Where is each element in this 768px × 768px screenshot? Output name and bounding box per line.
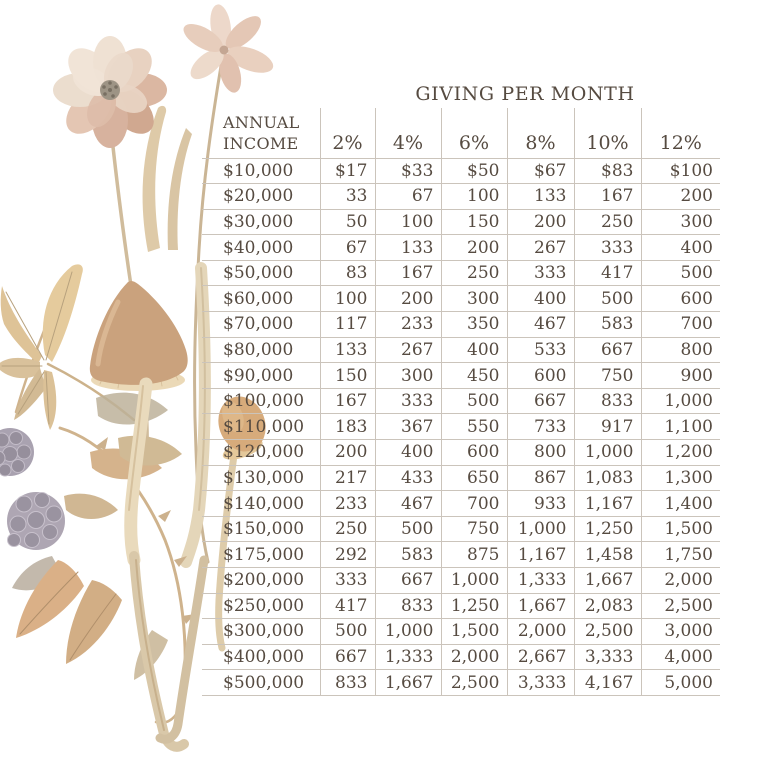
value-cell: 600 (641, 286, 720, 312)
value-cell: 150 (320, 363, 375, 389)
value-cell: 467 (375, 491, 441, 517)
value-cell: 2,667 (507, 644, 574, 670)
value-cell: 1,333 (507, 568, 574, 594)
value-cell: 5,000 (641, 670, 720, 696)
table-row (202, 235, 720, 261)
value-cell: 500 (441, 388, 507, 414)
value-cell: 750 (441, 516, 507, 542)
value-cell: 200 (507, 209, 574, 235)
value-cell: 167 (375, 260, 441, 286)
value-cell: 233 (320, 491, 375, 517)
value-cell: 583 (574, 312, 641, 338)
value-cell: 1,250 (574, 516, 641, 542)
value-cell: 2,500 (641, 593, 720, 619)
value-cell: 1,000 (375, 619, 441, 645)
table-row (202, 670, 720, 696)
table-row (202, 440, 720, 466)
value-cell: 200 (320, 440, 375, 466)
income-cell: $30,000 (202, 209, 320, 235)
value-cell: 200 (441, 235, 507, 261)
income-header-line1: ANNUAL (223, 112, 300, 132)
income-cell: $60,000 (202, 286, 320, 312)
value-cell: 933 (507, 491, 574, 517)
table-row (202, 260, 720, 286)
value-cell: 83 (320, 260, 375, 286)
income-cell: $40,000 (202, 235, 320, 261)
value-cell: 1,000 (641, 388, 720, 414)
income-cell: $10,000 (202, 158, 320, 184)
percent-header: 8% (507, 108, 574, 158)
percent-header: 6% (441, 108, 507, 158)
value-cell: 917 (574, 414, 641, 440)
income-cell: $200,000 (202, 568, 320, 594)
value-cell: 467 (507, 312, 574, 338)
value-cell: 333 (375, 388, 441, 414)
value-cell: 233 (375, 312, 441, 338)
table-row (202, 516, 720, 542)
value-cell: 350 (441, 312, 507, 338)
income-cell: $50,000 (202, 260, 320, 286)
table-row (202, 158, 720, 184)
value-cell: 133 (320, 337, 375, 363)
percent-header: 12% (641, 108, 720, 158)
value-cell: 500 (574, 286, 641, 312)
income-cell: $120,000 (202, 440, 320, 466)
value-cell: 100 (375, 209, 441, 235)
percent-header: 4% (375, 108, 441, 158)
value-cell: 1,167 (507, 542, 574, 568)
value-cell: 67 (320, 235, 375, 261)
value-cell: 500 (375, 516, 441, 542)
value-cell: 183 (320, 414, 375, 440)
value-cell: 300 (375, 363, 441, 389)
value-cell: $67 (507, 158, 574, 184)
income-cell: $400,000 (202, 644, 320, 670)
value-cell: 733 (507, 414, 574, 440)
value-cell: 400 (507, 286, 574, 312)
mid-leaves (64, 393, 182, 519)
income-cell: $500,000 (202, 670, 320, 696)
table-row (202, 644, 720, 670)
bottom-stalks (134, 556, 204, 747)
income-cell: $80,000 (202, 337, 320, 363)
value-cell: 2,500 (574, 619, 641, 645)
income-cell: $150,000 (202, 516, 320, 542)
value-cell: 3,333 (574, 644, 641, 670)
value-cell: 417 (320, 593, 375, 619)
value-cell: 1,500 (641, 516, 720, 542)
table-row (202, 414, 720, 440)
value-cell: 800 (641, 337, 720, 363)
value-cell: 800 (507, 440, 574, 466)
value-cell: 67 (375, 184, 441, 210)
value-cell: 400 (441, 337, 507, 363)
value-cell: 2,000 (441, 644, 507, 670)
table-row (202, 286, 720, 312)
value-cell: 533 (507, 337, 574, 363)
value-cell: 1,250 (441, 593, 507, 619)
value-cell: 150 (441, 209, 507, 235)
table-row (202, 619, 720, 645)
income-header (202, 108, 320, 158)
value-cell: 700 (441, 491, 507, 517)
value-cell: 292 (320, 542, 375, 568)
table-row (202, 388, 720, 414)
value-cell: 100 (320, 286, 375, 312)
value-cell: $83 (574, 158, 641, 184)
income-cell: $110,000 (202, 414, 320, 440)
income-header-line2: INCOME (223, 133, 299, 153)
value-cell: 4,000 (641, 644, 720, 670)
table-row (202, 568, 720, 594)
value-cell: 667 (574, 337, 641, 363)
value-cell: 833 (320, 670, 375, 696)
income-cell: $90,000 (202, 363, 320, 389)
value-cell: 333 (574, 235, 641, 261)
value-cell: 250 (574, 209, 641, 235)
value-cell: 833 (574, 388, 641, 414)
table-row (202, 491, 720, 517)
table-row (202, 363, 720, 389)
value-cell: 1,300 (641, 465, 720, 491)
value-cell: 433 (375, 465, 441, 491)
table-title: GIVING PER MONTH (415, 83, 635, 105)
income-cell: $140,000 (202, 491, 320, 517)
value-cell: 600 (507, 363, 574, 389)
value-cell: 267 (375, 337, 441, 363)
value-cell: 1,000 (507, 516, 574, 542)
value-cell: 33 (320, 184, 375, 210)
header-row (202, 108, 720, 158)
value-cell: 200 (641, 184, 720, 210)
value-cell: 500 (641, 260, 720, 286)
value-cell: 400 (641, 235, 720, 261)
income-cell: $130,000 (202, 465, 320, 491)
value-cell: 1,200 (641, 440, 720, 466)
value-cell: 300 (641, 209, 720, 235)
income-cell: $70,000 (202, 312, 320, 338)
value-cell: 2,000 (507, 619, 574, 645)
value-cell: 200 (375, 286, 441, 312)
value-cell: 417 (574, 260, 641, 286)
table-row (202, 542, 720, 568)
mushroom-large (90, 281, 188, 560)
table-row (202, 337, 720, 363)
value-cell: 900 (641, 363, 720, 389)
value-cell: 2,083 (574, 593, 641, 619)
value-cell: 1,083 (574, 465, 641, 491)
value-cell: 333 (320, 568, 375, 594)
value-cell: 2,500 (441, 670, 507, 696)
berry (0, 428, 34, 476)
value-cell: 1,750 (641, 542, 720, 568)
value-cell: 1,000 (441, 568, 507, 594)
value-cell: 1,000 (574, 440, 641, 466)
income-cell: $100,000 (202, 388, 320, 414)
table-row (202, 312, 720, 338)
value-cell: $33 (375, 158, 441, 184)
value-cell: 300 (441, 286, 507, 312)
value-cell: 833 (375, 593, 441, 619)
flower-small (179, 3, 276, 95)
value-cell: 1,667 (574, 568, 641, 594)
income-cell: $175,000 (202, 542, 320, 568)
value-cell: 650 (441, 465, 507, 491)
value-cell: 133 (375, 235, 441, 261)
value-cell: 1,100 (641, 414, 720, 440)
berry (7, 492, 65, 550)
value-cell: 1,400 (641, 491, 720, 517)
blackberries (0, 428, 65, 550)
value-cell: 1,500 (441, 619, 507, 645)
value-cell: 1,667 (507, 593, 574, 619)
value-cell: 117 (320, 312, 375, 338)
value-cell: 1,667 (375, 670, 441, 696)
value-cell: 600 (441, 440, 507, 466)
value-cell: 50 (320, 209, 375, 235)
table-row (202, 465, 720, 491)
value-cell: 583 (375, 542, 441, 568)
percent-header: 10% (574, 108, 641, 158)
value-cell: $17 (320, 158, 375, 184)
value-cell: 333 (507, 260, 574, 286)
value-cell: 867 (507, 465, 574, 491)
value-cell: 750 (574, 363, 641, 389)
value-cell: 1,333 (375, 644, 441, 670)
value-cell: $50 (441, 158, 507, 184)
value-cell: 550 (441, 414, 507, 440)
value-cell: 217 (320, 465, 375, 491)
value-cell: 3,000 (641, 619, 720, 645)
value-cell: 133 (507, 184, 574, 210)
table-row (202, 209, 720, 235)
value-cell: 1,458 (574, 542, 641, 568)
value-cell: 2,000 (641, 568, 720, 594)
value-cell: 250 (320, 516, 375, 542)
value-cell: 167 (574, 184, 641, 210)
percent-header: 2% (320, 108, 375, 158)
value-cell: 367 (375, 414, 441, 440)
value-cell: 4,167 (574, 670, 641, 696)
value-cell: 267 (507, 235, 574, 261)
value-cell: 400 (375, 440, 441, 466)
table-row (202, 184, 720, 210)
value-cell: 250 (441, 260, 507, 286)
income-cell: $20,000 (202, 184, 320, 210)
value-cell: 667 (507, 388, 574, 414)
flower-large (53, 36, 167, 148)
value-cell: 667 (320, 644, 375, 670)
value-cell: 500 (320, 619, 375, 645)
table-row (202, 593, 720, 619)
value-cell: 667 (375, 568, 441, 594)
giving-table (202, 108, 720, 696)
income-cell: $250,000 (202, 593, 320, 619)
value-cell: 1,167 (574, 491, 641, 517)
income-cell: $300,000 (202, 619, 320, 645)
value-cell: 700 (641, 312, 720, 338)
value-cell: $100 (641, 158, 720, 184)
value-cell: 167 (320, 388, 375, 414)
value-cell: 450 (441, 363, 507, 389)
value-cell: 100 (441, 184, 507, 210)
value-cell: 875 (441, 542, 507, 568)
value-cell: 3,333 (507, 670, 574, 696)
